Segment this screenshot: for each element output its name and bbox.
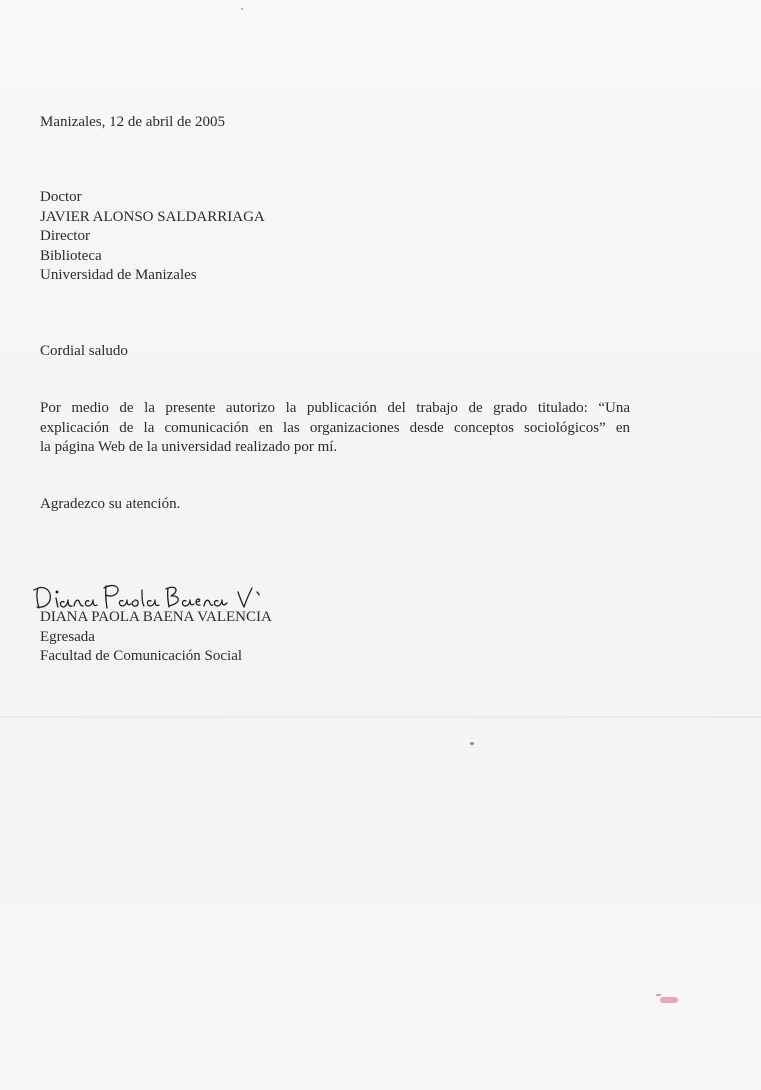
sender-name: DIANA PAOLA BAENA VALENCIA [40,609,272,625]
recipient-department: Biblioteca [40,247,102,264]
closing-line: Agradezco su atención. [40,496,181,512]
sender-block [40,609,272,668]
letter-body [40,399,630,458]
recipient-block [40,188,265,286]
recipient-position: Director [40,228,90,244]
greeting: Cordial saludo [40,343,128,359]
body-line: la página Web de la universidad realizado por mí. [40,439,338,455]
recipient-name: JAVIER ALONSO SALDARRIAGA [40,208,265,225]
body-line: Por medio de la presente autorizo la publicación del trabajo de grado titulado: “Una [40,400,630,416]
date-line: Manizales, 12 de abril de 2005 [40,114,225,130]
scan-speck [660,997,678,1003]
sender-faculty: Facultad de Comunicación Social [40,648,243,664]
scan-speck [656,994,661,996]
scan-speck [241,8,243,10]
paper-fold-line [0,716,761,718]
recipient-title: Doctor [40,189,82,205]
scan-speck [470,742,474,745]
body-line: explicación de la comunicación en las organizaciones desde conceptos sociológicos” en [40,419,630,436]
recipient-institution: Universidad de Manizales [40,267,197,283]
sender-role: Egresada [40,628,95,645]
